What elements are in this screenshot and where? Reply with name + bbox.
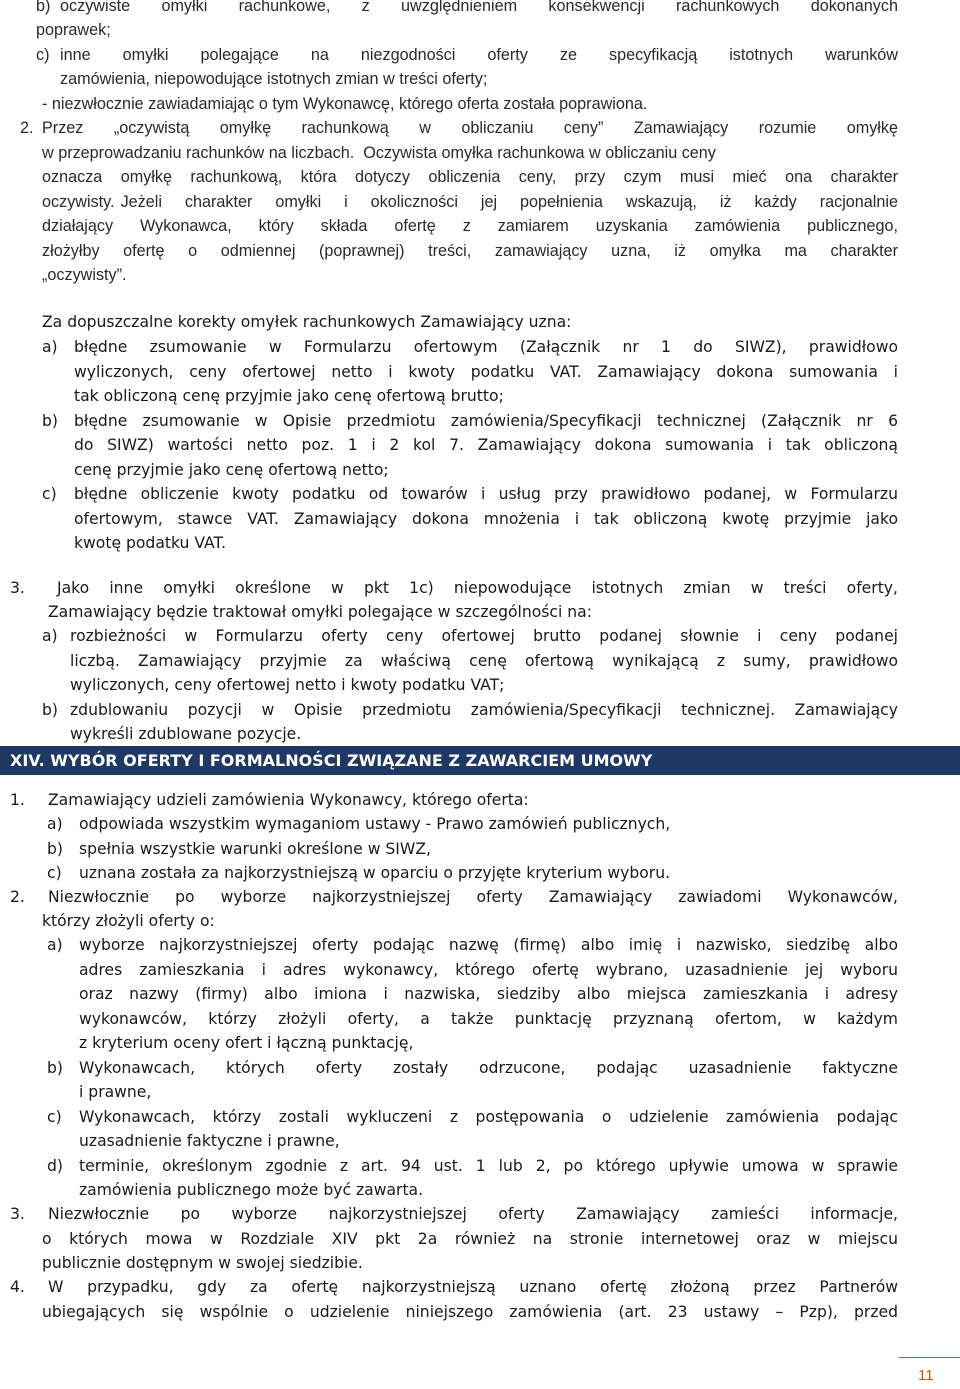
point-text: działający Wykonawca, który składa ofertę z zamiarem uzyskania zamówienia publicznego,: [42, 217, 898, 235]
point-2: [20, 116, 898, 141]
xiv-point-2: [10, 885, 898, 910]
point-3: [10, 576, 898, 601]
dash-line: [42, 92, 647, 117]
list-item-continuation: [70, 722, 301, 747]
item-text: inne omyłki polegające na niezgodności oferty ze specyfikacją istotnych warunków: [60, 46, 898, 64]
list-item-continuation: [74, 458, 389, 483]
list-item-text: błędne zsumowanie w Formularzu ofertowym (Załącznik nr 1 do SIWZ), prawidłowo: [74, 338, 898, 356]
list-item-text: spełnia wszystkie warunki określone w SIWZ,: [79, 839, 431, 858]
list-item-continuation: [79, 1080, 151, 1105]
list-item-continuation: [74, 433, 898, 458]
point-text: Oczywista omyłka rachunkowa w obliczaniu ceny: [363, 144, 716, 162]
list-item-text: błędne zsumowanie w Opisie przedmiotu zamówienia/Specyfikacji technicznej (Załącznik nr 6: [74, 411, 898, 430]
point-line: [10, 1275, 898, 1300]
list-item-text: liczbą. Zamawiający przyjmie za właściwą cenę ofertową wynikającą z sumy, prawidłowo: [70, 651, 898, 670]
list-item-continuation: [79, 982, 898, 1007]
footer-divider: [899, 1357, 960, 1358]
point-text: Jako inne omyłki określone w pkt 1c) niepowodujące istotnych zmian w treści oferty,: [57, 579, 898, 597]
point-text: Niezwłocznie po wyborze najkorzystniejszej oferty Zamawiający zawiadomi Wykonawców,: [48, 888, 898, 906]
list-item-label: c): [42, 485, 57, 503]
list-item-text: uznana została za najkorzystniejszą w oparciu o przyjęte kryterium wyboru.: [79, 864, 671, 882]
list-item-text: zamówienia publicznego może być zawarta.: [79, 1181, 424, 1199]
list-item-text: i prawne,: [79, 1083, 152, 1101]
list-item-text: zdublowaniu pozycji w Opisie przedmiotu zamówienia/Specyfikacji technicznej. Zamawiający: [70, 700, 898, 719]
item-text: poprawek;: [36, 21, 111, 39]
point-2-line6: [42, 239, 898, 264]
list-item-text: uzasadnienie faktyczne i prawne,: [79, 1132, 340, 1150]
list-item-label: b): [42, 700, 58, 719]
list-item-text: kwotę podatku VAT.: [74, 534, 227, 552]
list-item-text: wyborze najkorzystniejszej oferty podając nazwę (firmę) albo imię i nazwisko, siedzibę albo: [79, 936, 898, 954]
point-text: którzy złożyli oferty o:: [42, 912, 215, 930]
list-item: [42, 409, 898, 434]
list-item: [47, 861, 670, 886]
list-item-label: b): [42, 411, 58, 430]
point-number: 3.: [10, 579, 25, 597]
list-item-label: b): [47, 839, 63, 858]
point-text: oznacza omyłkę rachunkową, która dotyczy obliczenia ceny, przy czym musi mieć ona charakter: [42, 168, 898, 186]
item-b-cont: [36, 18, 111, 43]
point-2-line2: [42, 141, 898, 166]
item-text: - niezwłocznie zawiadamiając o tym Wykonawcę, którego oferta została poprawiona.: [42, 95, 648, 113]
list-item-label: c): [47, 864, 62, 882]
list-item-text: tak obliczoną cenę przyjmie jako cenę ofertową brutto;: [74, 387, 504, 405]
point-text: Zamawiający udzieli zamówienia Wykonawcy, którego oferta:: [48, 791, 529, 809]
list-item-continuation: [74, 384, 504, 409]
list-item: [47, 933, 898, 958]
list-item-text: cenę przyjmie jako cenę ofertową netto;: [74, 460, 389, 479]
list-item-label: a): [42, 627, 58, 645]
list-item-label: a): [47, 936, 63, 954]
point-line-continuation: [42, 1300, 898, 1325]
list-item-text: błędne obliczenie kwoty podatku od towarów i usług przy prawidłowo podanej, w Formularzu: [74, 485, 898, 503]
list-item-continuation: [74, 531, 226, 556]
point-number: 1.: [10, 791, 25, 809]
list-item: [42, 335, 898, 360]
list-item: [47, 837, 431, 862]
point-text: ubiegających się wspólnie o udzielenie niniejszego zamówienia (art. 23 ustawy – Pzp), przed: [42, 1302, 898, 1321]
list-item-continuation: [79, 1178, 423, 1203]
list-item-text: wykreśli zdublowane pozycje.: [70, 725, 302, 743]
point-2-line5: [42, 214, 898, 239]
list-item: [42, 698, 898, 723]
list-item-text: Wykonawcach, których oferty zostały odrzucone, podając uzasadnienie faktyczne: [79, 1058, 898, 1077]
point-text: w przeprowadzaniu rachunków na liczbach.: [42, 144, 355, 162]
item-c-cont: [60, 67, 487, 92]
point-2-line7: [42, 263, 127, 288]
point-text: złożyłby ofertę o odmiennej (poprawnej) treści, zamawiający uzna, iż omyłka ma charakter: [42, 242, 898, 260]
list-item-text: ofertowym, stawce VAT. Zamawiający dokona mnożenia i tak obliczoną kwotę przyjmie jako: [74, 509, 898, 528]
list-item-text: wyliczonych, ceny ofertowej netto i kwoty podatku VAT;: [70, 676, 505, 694]
item-c: [36, 43, 898, 68]
list-item-continuation: [79, 1007, 898, 1032]
point-text: „oczywisty”.: [42, 266, 127, 284]
point-number: 2.: [10, 888, 25, 906]
item-label: b): [36, 0, 51, 15]
page-number: 11: [918, 1367, 934, 1384]
list-item-label: a): [42, 338, 58, 356]
item-label: c): [36, 46, 50, 64]
point-text: o których mowa w Rozdziale XIV pkt 2a również na stronie internetowej oraz w miejscu: [42, 1229, 898, 1248]
list-item-text: odpowiada wszystkim wymaganiom ustawy - Prawo zamówień publicznych,: [79, 815, 671, 833]
list-item-text: z kryterium oceny ofert i łączną punktację,: [79, 1034, 414, 1052]
list-item-continuation: [70, 673, 504, 698]
list-item-continuation: [70, 649, 898, 674]
point-text: W przypadku, gdy za ofertę najkorzystniejszą uznano ofertę złożoną przez Partnerów: [48, 1278, 898, 1296]
point-text: Przez „oczywistą omyłkę rachunkową w obliczaniu ceny” Zamawiający rozumie omyłkę: [42, 119, 898, 137]
list-item-text: oraz nazwy (firmy) albo imiona i nazwiska, siedziby albo miejsca zamieszkania i adresy: [79, 985, 898, 1003]
point-line-continuation: [42, 1227, 898, 1252]
point-line-continuation: [42, 1251, 363, 1276]
point-2-line3: [42, 165, 898, 190]
list-item-text: terminie, określonym zgodnie z art. 94 ust. 1 lub 2, po którego upływie umowa w sprawie: [79, 1156, 898, 1175]
point-3-line2: [48, 600, 592, 625]
point-text: Jeżeli charakter omyłki i okoliczności jej popełnienia wskazują, iż każdy racjonalnie: [120, 193, 898, 211]
point-line: [10, 1202, 898, 1227]
item-b: [36, 0, 898, 19]
list-item-continuation: [79, 958, 898, 983]
list-item: [47, 1105, 898, 1130]
list-item-text: wykonawców, którzy złożyli oferty, a także punktację przyznaną ofertom, w każdym: [79, 1009, 898, 1028]
list-item-text: adres zamieszkania i adres wykonawcy, którego ofertę wybrano, uzasadnienie jej wyboru: [79, 960, 898, 979]
xiv-point-1: [10, 788, 529, 813]
paragraph-text: Za dopuszczalne korekty omyłek rachunkowych Zamawiający uzna:: [42, 313, 572, 331]
list-item: [47, 812, 670, 837]
item-text: zamówienia, niepowodujące istotnych zmian w treści oferty;: [60, 70, 488, 88]
corrections-intro: [42, 310, 571, 335]
list-item-text: rozbieżności w Formularzu oferty ceny ofertowej brutto podanej słownie i ceny podanej: [70, 627, 898, 645]
point-text: Niezwłocznie po wyborze najkorzystniejszej oferty Zamawiający zamieści informacje,: [48, 1205, 898, 1223]
xiv-point-2-line2: [42, 909, 215, 934]
list-item-continuation: [79, 1129, 340, 1154]
list-item-text: Wykonawcach, którzy zostali wykluczeni z postępowania o udzielenie zamówienia podając: [79, 1107, 898, 1126]
item-text: oczywiste omyłki rachunkowe, z uwzględnieniem konsekwencji rachunkowych dokonanych: [60, 0, 898, 15]
list-item-continuation: [74, 507, 898, 532]
list-item: [42, 624, 898, 649]
list-item: [47, 1056, 898, 1081]
point-text: publicznie dostępnym w swojej siedzibie.: [42, 1254, 363, 1272]
point-text: Zamawiający będzie traktował omyłki polegające w szczególności na:: [48, 603, 592, 621]
list-item-text: do SIWZ) wartości netto poz. 1 i 2 kol 7. Zamawiający dokona sumowania i tak obliczoną: [74, 436, 898, 454]
list-item-continuation: [79, 1031, 413, 1056]
point-text: oczywisty.: [42, 193, 115, 211]
list-item-label: a): [47, 815, 63, 833]
list-item-label: b): [47, 1058, 63, 1077]
list-item: [47, 1154, 898, 1179]
list-item-text: wyliczonych, ceny ofertowej netto i kwoty podatku VAT. Zamawiający dokona sumowania i: [74, 362, 898, 381]
list-item-label: d): [47, 1156, 63, 1175]
point-2-line4: [42, 190, 898, 215]
point-number: 3.: [10, 1205, 25, 1223]
section-heading: XIV. WYBÓR OFERTY I FORMALNOŚCI ZWIĄZANE Z ZAWARCIEM UMOWY: [0, 746, 960, 775]
list-item-label: c): [47, 1107, 62, 1126]
point-number: 2.: [20, 119, 34, 137]
point-number: 4.: [10, 1278, 25, 1296]
list-item: [42, 482, 898, 507]
list-item-continuation: [74, 360, 898, 385]
